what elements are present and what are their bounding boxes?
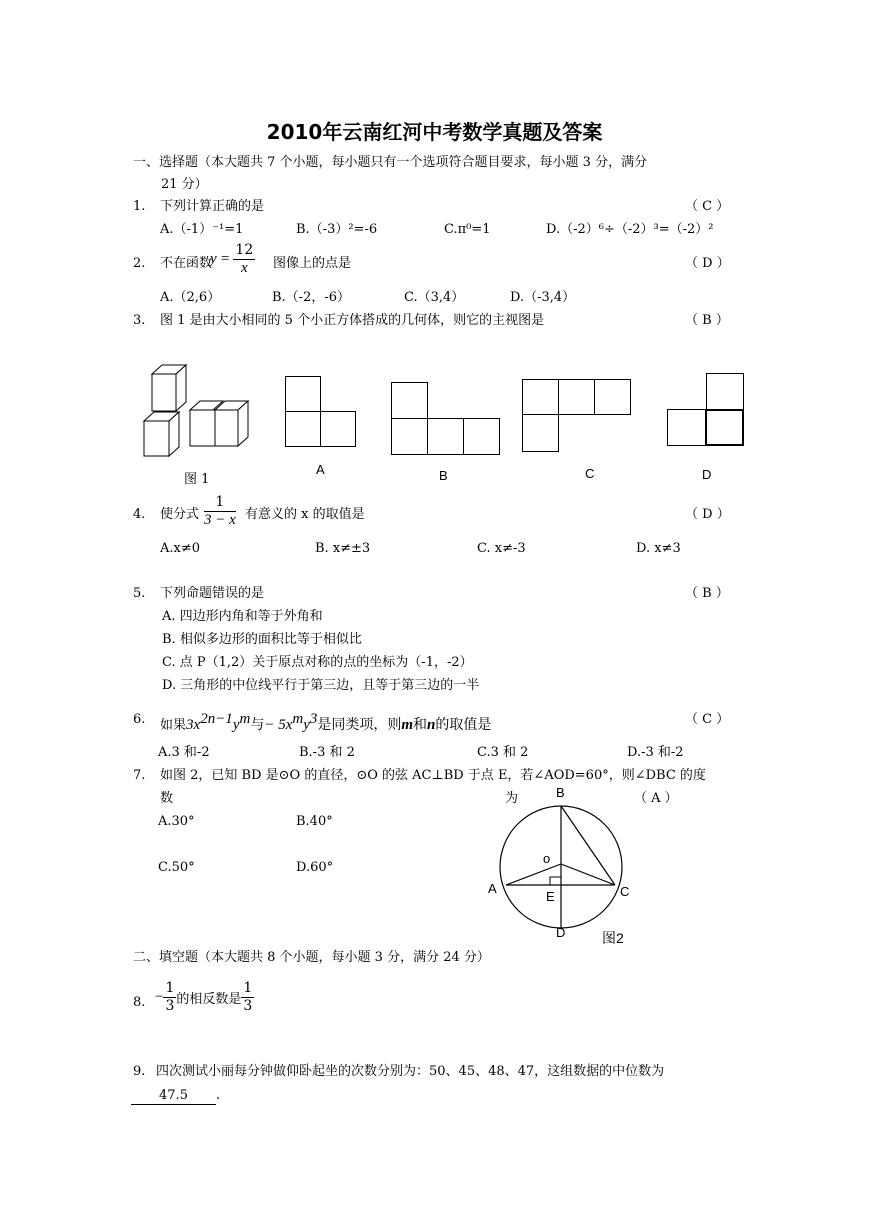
fig2-point-a: A — [488, 881, 497, 896]
q6-option-d: D.-3 和-2 — [627, 745, 684, 760]
q4-fraction-wrap — [204, 494, 236, 529]
q6-term1-yexp: m — [239, 711, 251, 727]
q8-numerator: 1 — [165, 980, 175, 996]
q2-option-d: D.（-3,4） — [510, 290, 576, 305]
q6-term1: 3x — [186, 717, 201, 733]
q4-answer: （ D ） — [685, 507, 730, 522]
fig2-point-o: o — [543, 851, 551, 866]
q2-func-numerator: 12 — [235, 242, 254, 258]
q9-stem: 四次测试小丽每分钟做仰卧起坐的次数分别为：50、45、48、47，这组数据的中位数为 — [156, 1064, 665, 1079]
q4-numerator: 1 — [204, 494, 236, 512]
q5-number: 5. — [133, 586, 146, 601]
option-b-square-top — [391, 382, 428, 419]
section1-heading-cont: 21 分） — [161, 177, 208, 192]
q5-option-d: D. 三角形的中位线平行于第三边，且等于第三边的一半 — [162, 678, 480, 693]
q5-option-b: B. 相似多边形的面积比等于相似比 — [162, 632, 362, 647]
option-d-label: D — [702, 467, 712, 482]
q6-stem-post1: 是同类项，则 — [317, 717, 402, 733]
q6-stem-pre: 如果 — [160, 718, 187, 733]
q1-answer: （ C ） — [685, 199, 730, 214]
q2-func-y: y — [210, 251, 217, 267]
q4-option-c: C. x≠-3 — [477, 541, 526, 556]
q5-option-a: A. 四边形内角和等于外角和 — [162, 609, 323, 624]
option-d-square-br — [705, 409, 744, 446]
page-title: 2010年云南红河中考数学真题及答案 — [266, 120, 603, 144]
q6-option-a: A.3 和-2 — [158, 745, 210, 760]
option-b-square-2 — [427, 418, 464, 455]
fig2-point-c: C — [620, 884, 630, 899]
q2-option-b: B.（-2，-6） — [272, 290, 351, 305]
q6-option-b: B.-3 和 2 — [299, 745, 355, 760]
q6-term2-yexp: 3 — [309, 711, 318, 727]
option-a-square-br — [320, 411, 356, 447]
q2-func-eq: = — [220, 251, 230, 267]
q8-expression — [155, 980, 254, 1015]
figure-2-label: 图2 — [602, 930, 624, 946]
q9-answer: 47.5 — [131, 1088, 216, 1105]
option-d-square-top — [706, 373, 744, 410]
q2-stem-post: 图像上的点是 — [273, 256, 352, 271]
q8-number: 8. — [133, 995, 146, 1010]
q9-number: 9. — [133, 1064, 146, 1079]
q1-number: 1. — [133, 199, 146, 214]
section2-heading: 二、填空题（本大题共 8 个小题，每小题 3 分，满分 24 分） — [133, 950, 490, 965]
q6-term1-exp: 2n−1 — [200, 711, 233, 727]
fig2-point-d: D — [556, 925, 566, 940]
q2-function — [210, 242, 255, 277]
q6-number: 6. — [133, 712, 146, 727]
option-b-square-3 — [463, 418, 500, 455]
q8-fraction — [163, 980, 176, 1015]
q6-term2-y: y — [303, 717, 310, 733]
q1-option-a: A.（-1）⁻¹=1 — [160, 222, 244, 237]
option-d-square-bl — [667, 409, 706, 446]
q8-answer-fraction — [241, 980, 254, 1015]
q2-answer: （ D ） — [685, 256, 730, 271]
fig2-point-b: B — [556, 785, 565, 800]
q2-func-denominator: x — [241, 260, 248, 276]
q3-number: 3. — [133, 313, 146, 328]
option-c-square-3 — [594, 379, 631, 415]
figure-2-circle — [492, 798, 632, 938]
q6-stem-post2: 的取值是 — [435, 717, 492, 733]
fig2-point-e: E — [546, 889, 555, 904]
q4-number: 4. — [133, 507, 146, 522]
q1-option-d: D.（-2）⁶÷（-2）³=（-2）² — [546, 222, 714, 237]
q7-number: 7. — [133, 768, 146, 783]
q7-stem-cont: 数 — [160, 791, 174, 806]
q6-term1-y: y — [232, 717, 240, 733]
q9-answer-line — [131, 1088, 220, 1105]
q4-option-a: A.x≠0 — [160, 541, 201, 556]
q8-denominator: 3 — [165, 998, 175, 1014]
q7-option-c: C.50° — [158, 860, 195, 875]
q6-stem — [160, 709, 491, 736]
option-a-square-bl — [285, 411, 321, 447]
q9-end: . — [216, 1088, 221, 1103]
figure-1-label: 图 1 — [184, 472, 210, 487]
q5-stem: 下列命题错误的是 — [160, 586, 265, 601]
section1-heading: 一、选择题（本大题共 7 个小题，每小题只有一个选项符合题目要求，每小题 3 分，满分 — [133, 155, 648, 170]
q8-answer-denominator: 3 — [243, 998, 253, 1014]
option-a-label: A — [316, 462, 325, 477]
q4-stem-pre: 使分式 — [160, 507, 200, 522]
q4-denominator: 3 − x — [204, 512, 236, 528]
q6-and: 和 — [413, 717, 428, 733]
option-a-square-top — [285, 376, 321, 412]
q7-option-d: D.60° — [296, 860, 334, 875]
q6-var-n: n — [427, 717, 436, 733]
q1-stem: 下列计算正确的是 — [160, 199, 265, 214]
q2-number: 2. — [133, 256, 146, 271]
option-b-square-1 — [391, 418, 428, 455]
option-b-label: B — [439, 468, 448, 483]
q2-option-a: A.（2,6） — [160, 290, 221, 305]
q2-func-fraction — [233, 242, 255, 277]
option-c-square-2 — [558, 379, 595, 415]
q5-option-c: C. 点 P（1,2）关于原点对称的点的坐标为（-1，-2） — [162, 655, 473, 670]
q2-option-c: C.（3,4） — [404, 290, 465, 305]
q3-stem: 图 1 是由大小相同的 5 个小正方体搭成的几何体，则它的主视图是 — [160, 313, 545, 328]
q7-option-b: B.40° — [296, 814, 333, 829]
q4-fraction — [204, 494, 236, 529]
option-c-label: C — [585, 466, 595, 481]
q7-stem: 如图 2，已知 BD 是⊙O 的直径，⊙O 的弦 AC⊥BD 于点 E，若∠AOD=60°，则∠DBC 的度 — [160, 768, 706, 783]
q6-term2: − 5x — [264, 717, 293, 733]
q4-option-d: D. x≠3 — [636, 541, 681, 556]
q4-stem-post: 有意义的 x 的取值是 — [245, 507, 365, 522]
q8-answer-numerator: 1 — [243, 980, 253, 996]
figure-1-cubes — [140, 362, 260, 462]
q1-option-c: C.π⁰=1 — [444, 222, 491, 237]
q6-option-c: C.3 和 2 — [477, 745, 529, 760]
q8-mid: 的相反数是 — [176, 992, 242, 1007]
q5-answer: （ B ） — [685, 586, 729, 601]
q2-stem-pre: 不在函数 — [160, 256, 213, 271]
q8-neg: − — [155, 989, 164, 1005]
q4-option-b: B. x≠±3 — [315, 541, 371, 556]
q6-var-m: m — [401, 717, 414, 733]
q6-mid: 与 — [250, 717, 265, 733]
q6-answer: （ C ） — [685, 712, 730, 727]
q1-option-b: B.（-3）²=-6 — [296, 222, 378, 237]
q7-stem-tail: 为 — [505, 791, 519, 806]
q7-answer: （ A ） — [634, 791, 678, 806]
option-c-square-1 — [522, 379, 559, 415]
q7-option-a: A.30° — [158, 814, 195, 829]
q3-answer: （ B ） — [685, 313, 729, 328]
option-c-square-bottom — [522, 414, 559, 452]
q6-term2-exp: m — [292, 711, 304, 727]
